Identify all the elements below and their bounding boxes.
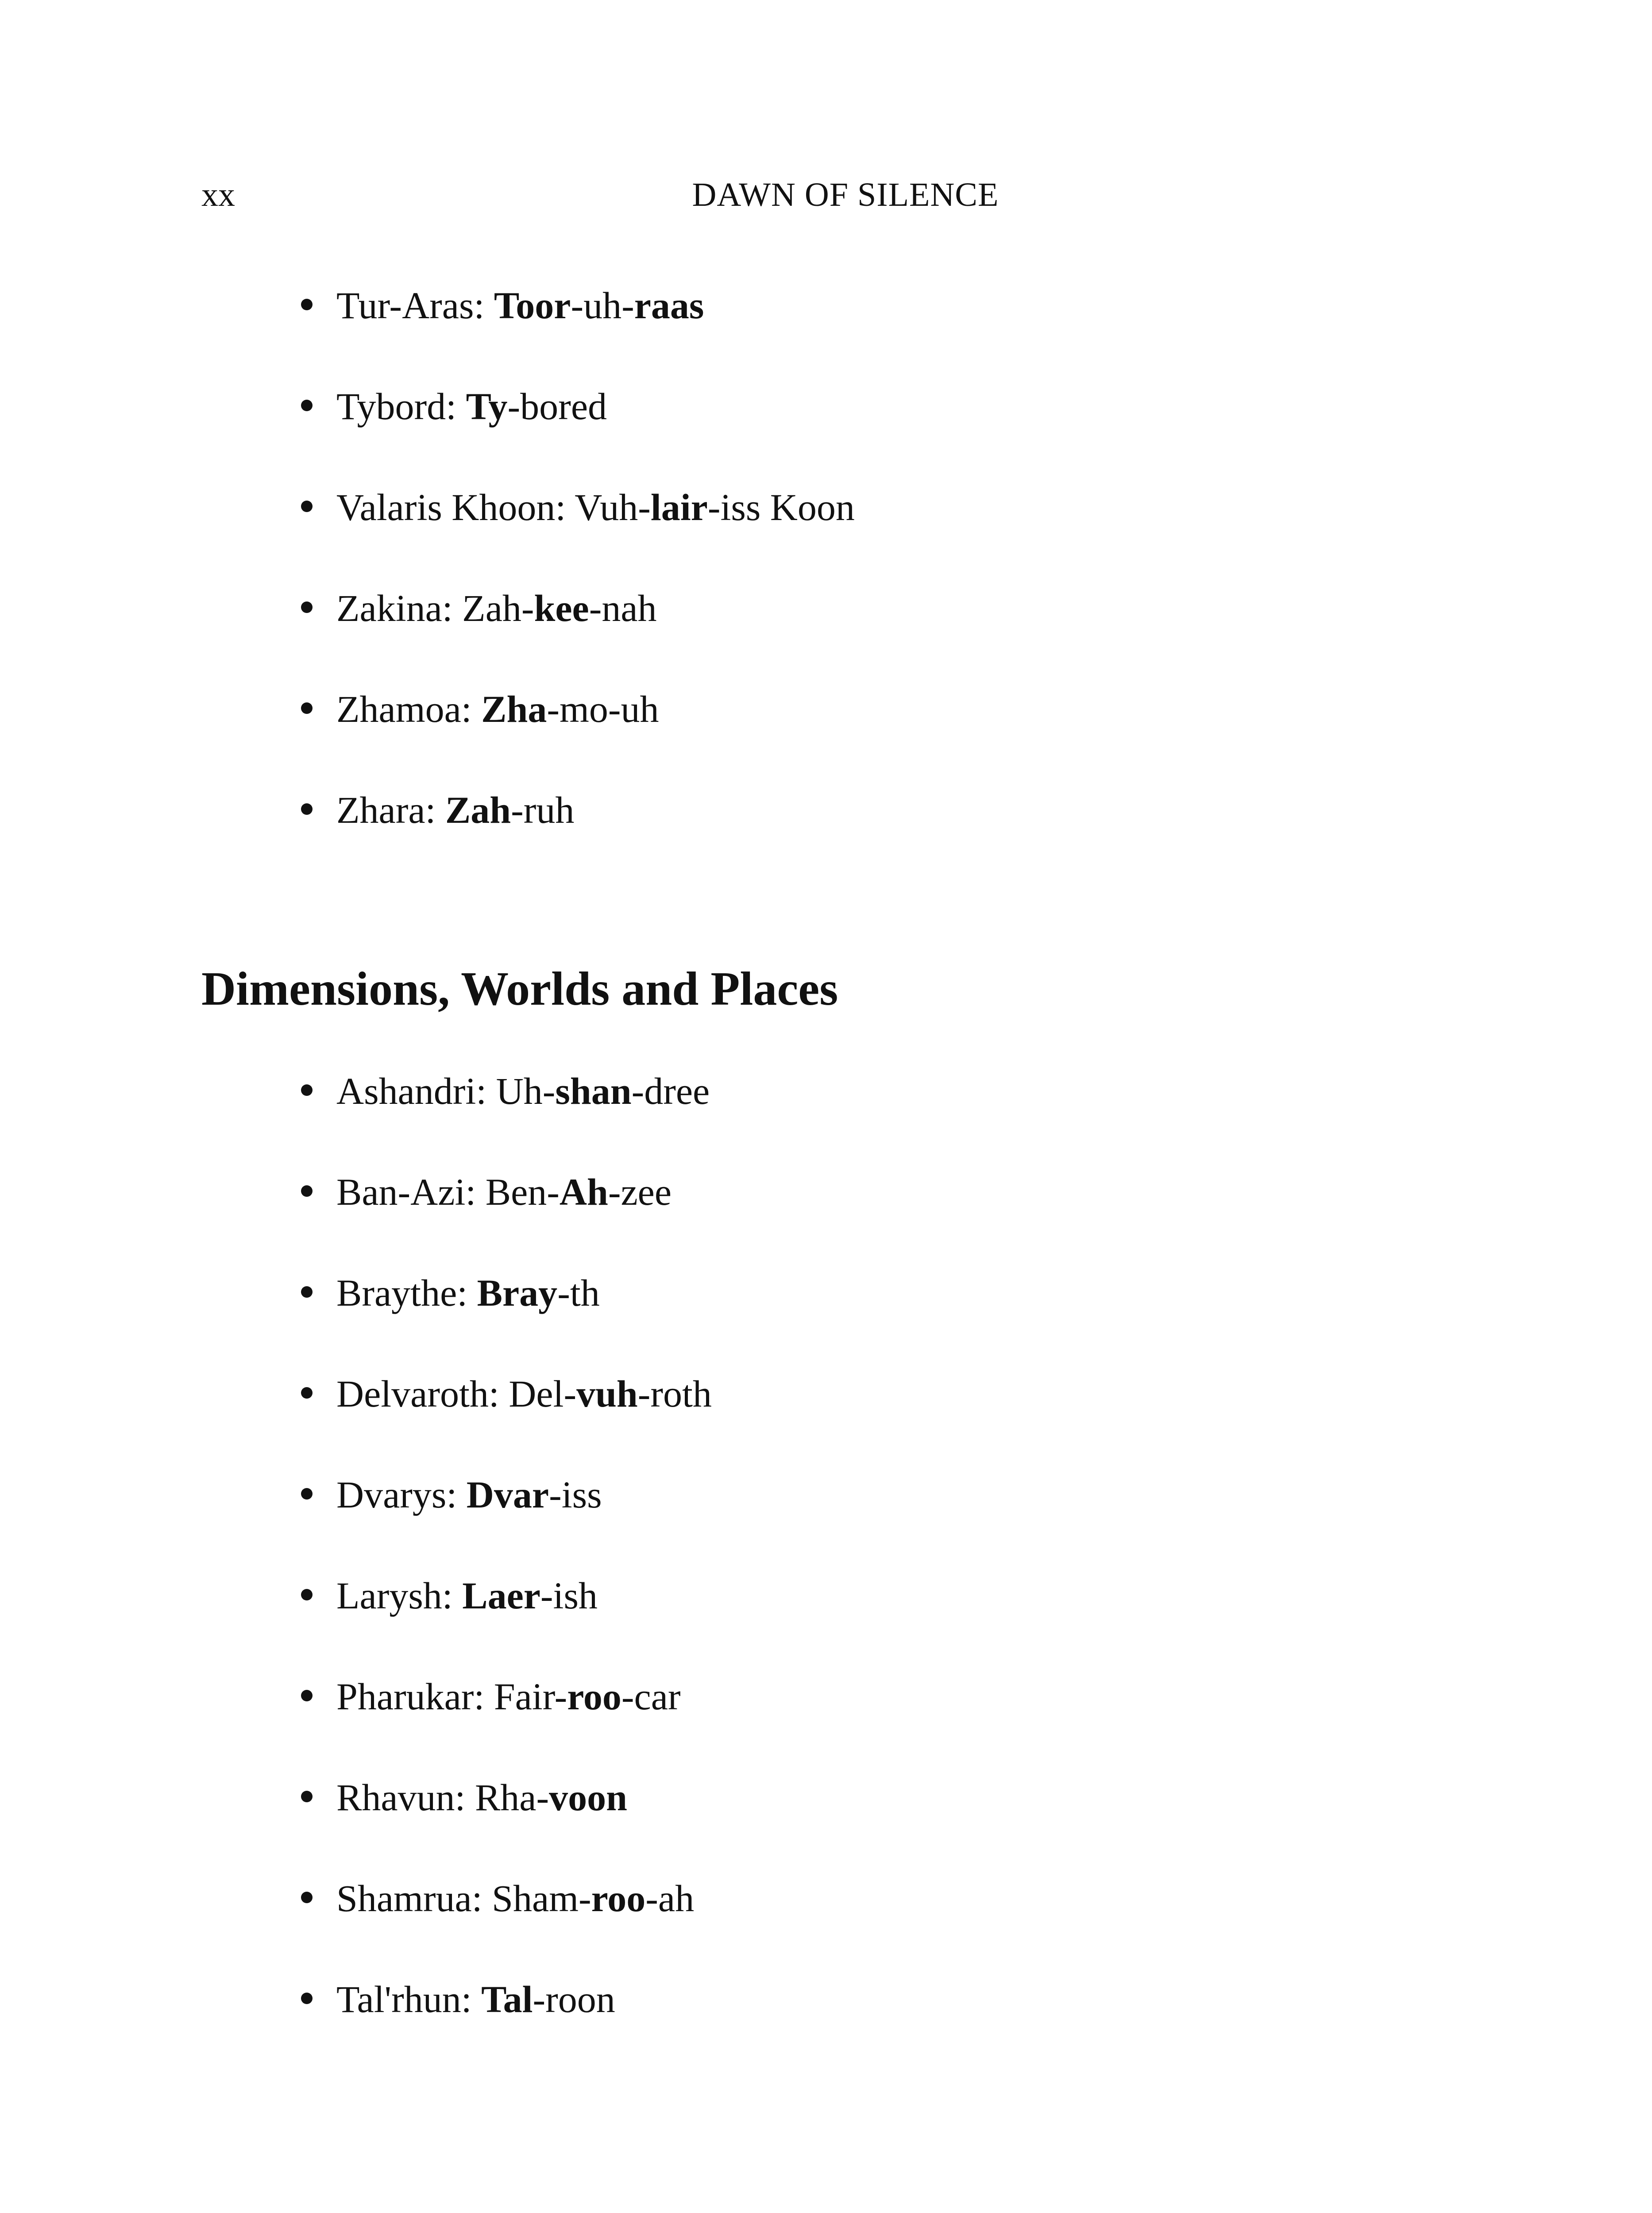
stressed-syllable: lair bbox=[650, 486, 708, 528]
syllable: -zee bbox=[608, 1171, 672, 1213]
stressed-syllable: Bray bbox=[477, 1272, 558, 1314]
term-name: Braythe: bbox=[336, 1272, 468, 1314]
bullet-icon bbox=[301, 601, 313, 613]
term-name: Ashandri: bbox=[336, 1070, 487, 1112]
bullet-icon bbox=[301, 299, 313, 310]
syllable: -uh- bbox=[571, 284, 634, 327]
pronunciation bbox=[481, 1978, 615, 2020]
list-item bbox=[301, 1168, 712, 1268]
list-item bbox=[301, 1571, 712, 1672]
term-name: Zhara: bbox=[336, 789, 436, 831]
pronunciation bbox=[486, 1171, 672, 1213]
syllable: Ben- bbox=[485, 1171, 560, 1213]
term-name: Pharukar: bbox=[336, 1675, 485, 1718]
section-heading: Dimensions, Worlds and Places bbox=[201, 963, 838, 1015]
syllable: Uh- bbox=[496, 1070, 556, 1112]
term-name: Rhavun: bbox=[336, 1776, 466, 1819]
list-item bbox=[301, 1874, 712, 1975]
list-item bbox=[301, 685, 855, 786]
page-number: xx bbox=[201, 176, 235, 213]
page-header bbox=[0, 168, 1652, 221]
bullet-icon bbox=[301, 1690, 313, 1701]
list-item bbox=[301, 584, 855, 685]
stressed-syllable: roo bbox=[591, 1877, 646, 1920]
syllable: Rha- bbox=[475, 1776, 549, 1819]
pronunciation bbox=[575, 486, 855, 528]
syllable: -ish bbox=[540, 1574, 598, 1617]
stressed-syllable: Dvar bbox=[466, 1473, 549, 1516]
pronunciation bbox=[481, 688, 659, 730]
pronunciation bbox=[477, 1272, 600, 1314]
bullet-icon bbox=[301, 1084, 313, 1096]
pronunciation bbox=[467, 1473, 602, 1516]
list-item bbox=[301, 1672, 712, 1773]
term-name: Tybord: bbox=[336, 385, 457, 428]
list-item bbox=[301, 1268, 712, 1369]
syllable: Vuh- bbox=[575, 486, 651, 528]
list-item bbox=[301, 382, 855, 483]
stressed-syllable: Toor bbox=[494, 284, 571, 327]
bullet-icon bbox=[301, 803, 313, 815]
syllable: -dree bbox=[631, 1070, 710, 1112]
syllable: -roon bbox=[533, 1978, 615, 2020]
pronunciation bbox=[462, 587, 656, 629]
stressed-syllable: vuh bbox=[576, 1373, 638, 1415]
syllable: -bored bbox=[507, 385, 607, 428]
syllable: Del- bbox=[509, 1373, 577, 1415]
syllable: -car bbox=[621, 1675, 681, 1718]
term-name: Zakina: bbox=[336, 587, 453, 629]
pronunciation bbox=[475, 1776, 627, 1819]
term-name: Zhamoa: bbox=[336, 688, 472, 730]
bullet-icon bbox=[301, 1589, 313, 1600]
list-item bbox=[301, 1067, 712, 1168]
pronunciation bbox=[462, 1574, 598, 1617]
term-name: Larysh: bbox=[336, 1574, 453, 1617]
bullet-icon bbox=[301, 1286, 313, 1298]
pronunciation bbox=[445, 789, 574, 831]
bullet-icon bbox=[301, 1993, 313, 2004]
pronunciation bbox=[466, 385, 607, 428]
places-pronunciation-list bbox=[301, 1067, 712, 2076]
term-name: Tal'rhun: bbox=[336, 1978, 472, 2020]
stressed-syllable: Ty bbox=[466, 385, 508, 428]
list-item bbox=[301, 1773, 712, 1874]
list-item bbox=[301, 1369, 712, 1470]
term-name: Dvarys: bbox=[336, 1473, 457, 1516]
syllable: Zah- bbox=[462, 587, 534, 629]
term-name: Shamrua: bbox=[336, 1877, 482, 1920]
bullet-icon bbox=[301, 1791, 313, 1802]
syllable: -th bbox=[557, 1272, 600, 1314]
syllable: -ah bbox=[645, 1877, 695, 1920]
bullet-icon bbox=[301, 501, 313, 512]
syllable: Sham- bbox=[492, 1877, 591, 1920]
syllable: -mo-uh bbox=[547, 688, 659, 730]
stressed-syllable: shan bbox=[555, 1070, 632, 1112]
pronunciation bbox=[494, 1675, 681, 1718]
term-name: Ban-Azi: bbox=[336, 1171, 476, 1213]
stressed-syllable: Zah bbox=[445, 789, 511, 831]
bullet-icon bbox=[301, 1185, 313, 1197]
pronunciation bbox=[492, 1877, 694, 1920]
stressed-syllable: Tal bbox=[481, 1978, 533, 2020]
stressed-syllable: Laer bbox=[462, 1574, 540, 1617]
list-item bbox=[301, 281, 855, 382]
bullet-icon bbox=[301, 702, 313, 714]
bullet-icon bbox=[301, 1387, 313, 1399]
term-name: Tur-Aras: bbox=[336, 284, 485, 327]
character-pronunciation-list bbox=[301, 281, 855, 887]
syllable: -iss Koon bbox=[707, 486, 855, 528]
list-item bbox=[301, 1975, 712, 2076]
stressed-syllable: kee bbox=[534, 587, 589, 629]
stressed-syllable: Ah bbox=[559, 1171, 608, 1213]
running-title: DAWN OF SILENCE bbox=[692, 176, 999, 213]
stressed-syllable: roo bbox=[567, 1675, 621, 1718]
syllable: -roth bbox=[637, 1373, 712, 1415]
syllable: -iss bbox=[549, 1473, 602, 1516]
bullet-icon bbox=[301, 400, 313, 411]
bullet-icon bbox=[301, 1488, 313, 1500]
stressed-syllable: Zha bbox=[481, 688, 547, 730]
list-item bbox=[301, 1470, 712, 1571]
list-item bbox=[301, 483, 855, 584]
pronunciation bbox=[494, 284, 704, 327]
pronunciation bbox=[496, 1070, 710, 1112]
syllable: -nah bbox=[589, 587, 657, 629]
list-item bbox=[301, 786, 855, 887]
term-name: Delvaroth: bbox=[336, 1373, 499, 1415]
stressed-syllable: voon bbox=[549, 1776, 627, 1819]
bullet-icon bbox=[301, 1892, 313, 1903]
stressed-syllable: raas bbox=[634, 284, 704, 327]
term-name: Valaris Khoon: bbox=[336, 486, 566, 528]
pronunciation bbox=[509, 1373, 712, 1415]
syllable: -ruh bbox=[511, 789, 575, 831]
syllable: Fair- bbox=[494, 1675, 567, 1718]
